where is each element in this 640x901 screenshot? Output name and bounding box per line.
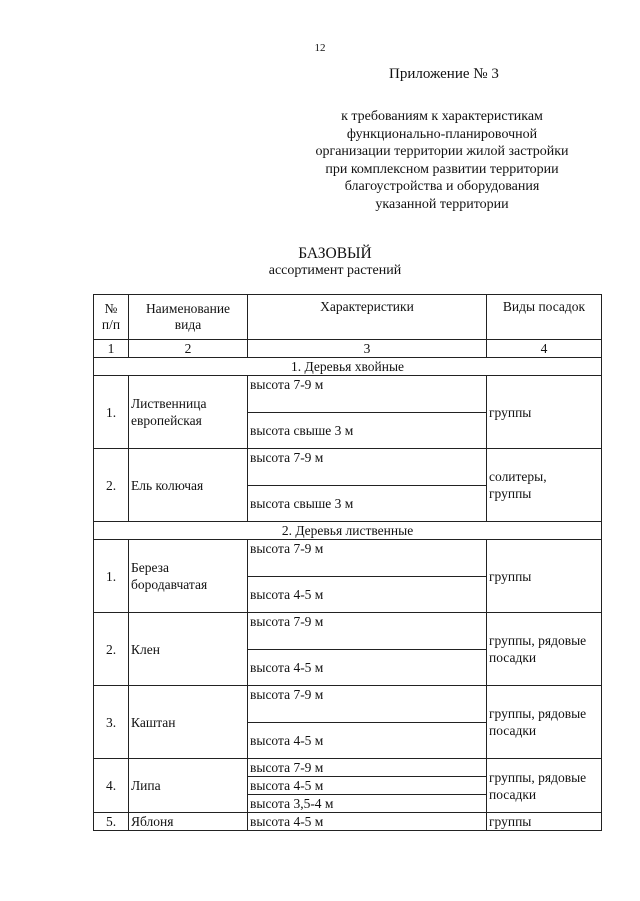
characteristic: высота свыше 3 м	[248, 413, 487, 449]
section-title: 2. Деревья лиственные	[94, 522, 602, 540]
characteristic: высота свыше 3 м	[248, 486, 487, 522]
caption-line: функционально-планировочной	[346, 126, 538, 142]
table-row	[94, 759, 602, 777]
document-title: БАЗОВЫЙ	[298, 245, 372, 262]
characteristic: высота 4-5 м	[248, 723, 487, 759]
section-title: 1. Деревья хвойные	[94, 358, 602, 376]
header-num: № п/п	[94, 295, 129, 340]
characteristic: высота 4-5 м	[248, 577, 487, 613]
document-subtitle: ассортимент растений	[268, 263, 402, 278]
planting-type: группы	[487, 540, 602, 613]
planting-type: группы	[487, 376, 602, 449]
column-number: 2	[129, 340, 248, 358]
species-name: Каштан	[129, 686, 248, 759]
caption-line: благоустройства и оборудования	[344, 179, 540, 194]
planting-type: группы	[487, 813, 602, 831]
characteristic: высота 7-9 м	[248, 613, 487, 650]
species-name: Клен	[129, 613, 248, 686]
table-row	[94, 813, 602, 831]
caption-line: при комплексном развитии территории	[325, 161, 559, 177]
characteristic: высота 4-5 м	[248, 777, 487, 795]
characteristic: высота 7-9 м	[248, 449, 487, 486]
row-number: 2.	[94, 449, 129, 522]
characteristic: высота 7-9 м	[248, 376, 487, 413]
row-number: 3.	[94, 686, 129, 759]
species-name: Ель колючая	[129, 449, 248, 522]
species-name: Лиственница европейская	[129, 376, 248, 449]
table-row	[94, 449, 602, 486]
row-number: 1.	[94, 540, 129, 613]
characteristic: высота 7-9 м	[248, 759, 487, 777]
caption-line: указанной территории	[375, 196, 509, 212]
characteristic: высота 7-9 м	[248, 686, 487, 723]
table-header-row	[94, 295, 602, 340]
row-number: 4.	[94, 759, 129, 813]
table-row	[94, 376, 602, 413]
page-number: 12	[314, 42, 326, 54]
row-number: 1.	[94, 376, 129, 449]
row-number: 5.	[94, 813, 129, 831]
column-number: 4	[487, 340, 602, 358]
table-row	[94, 540, 602, 577]
planting-type: солитеры, группы	[487, 449, 602, 522]
column-number-row	[94, 340, 602, 358]
characteristic: высота 4-5 м	[248, 650, 487, 686]
column-number: 1	[94, 340, 129, 358]
caption-line: организации территории жилой застройки	[315, 144, 569, 159]
header-planting: Виды посадок	[487, 295, 602, 340]
table-row	[94, 686, 602, 723]
plant-assortment-table	[93, 294, 602, 831]
planting-type: группы, рядовые посадки	[487, 759, 602, 813]
appendix-title: Приложение № 3	[389, 66, 499, 82]
requirements-caption	[296, 108, 588, 213]
planting-type: группы, рядовые посадки	[487, 686, 602, 759]
header-name: Наименование вида	[129, 295, 248, 340]
species-name: Яблоня	[129, 813, 248, 831]
header-characteristics: Характеристики	[248, 295, 487, 340]
species-name: Липа	[129, 759, 248, 813]
caption-line: к требованиям к характеристикам	[341, 109, 543, 124]
characteristic: высота 7-9 м	[248, 540, 487, 577]
column-number: 3	[248, 340, 487, 358]
characteristic: высота 4-5 м	[248, 813, 487, 831]
characteristic: высота 3,5-4 м	[248, 795, 487, 813]
species-name: Береза бородавчатая	[129, 540, 248, 613]
row-number: 2.	[94, 613, 129, 686]
section-row	[94, 358, 602, 376]
section-row	[94, 522, 602, 540]
planting-type: группы, рядовые посадки	[487, 613, 602, 686]
table-row	[94, 613, 602, 650]
